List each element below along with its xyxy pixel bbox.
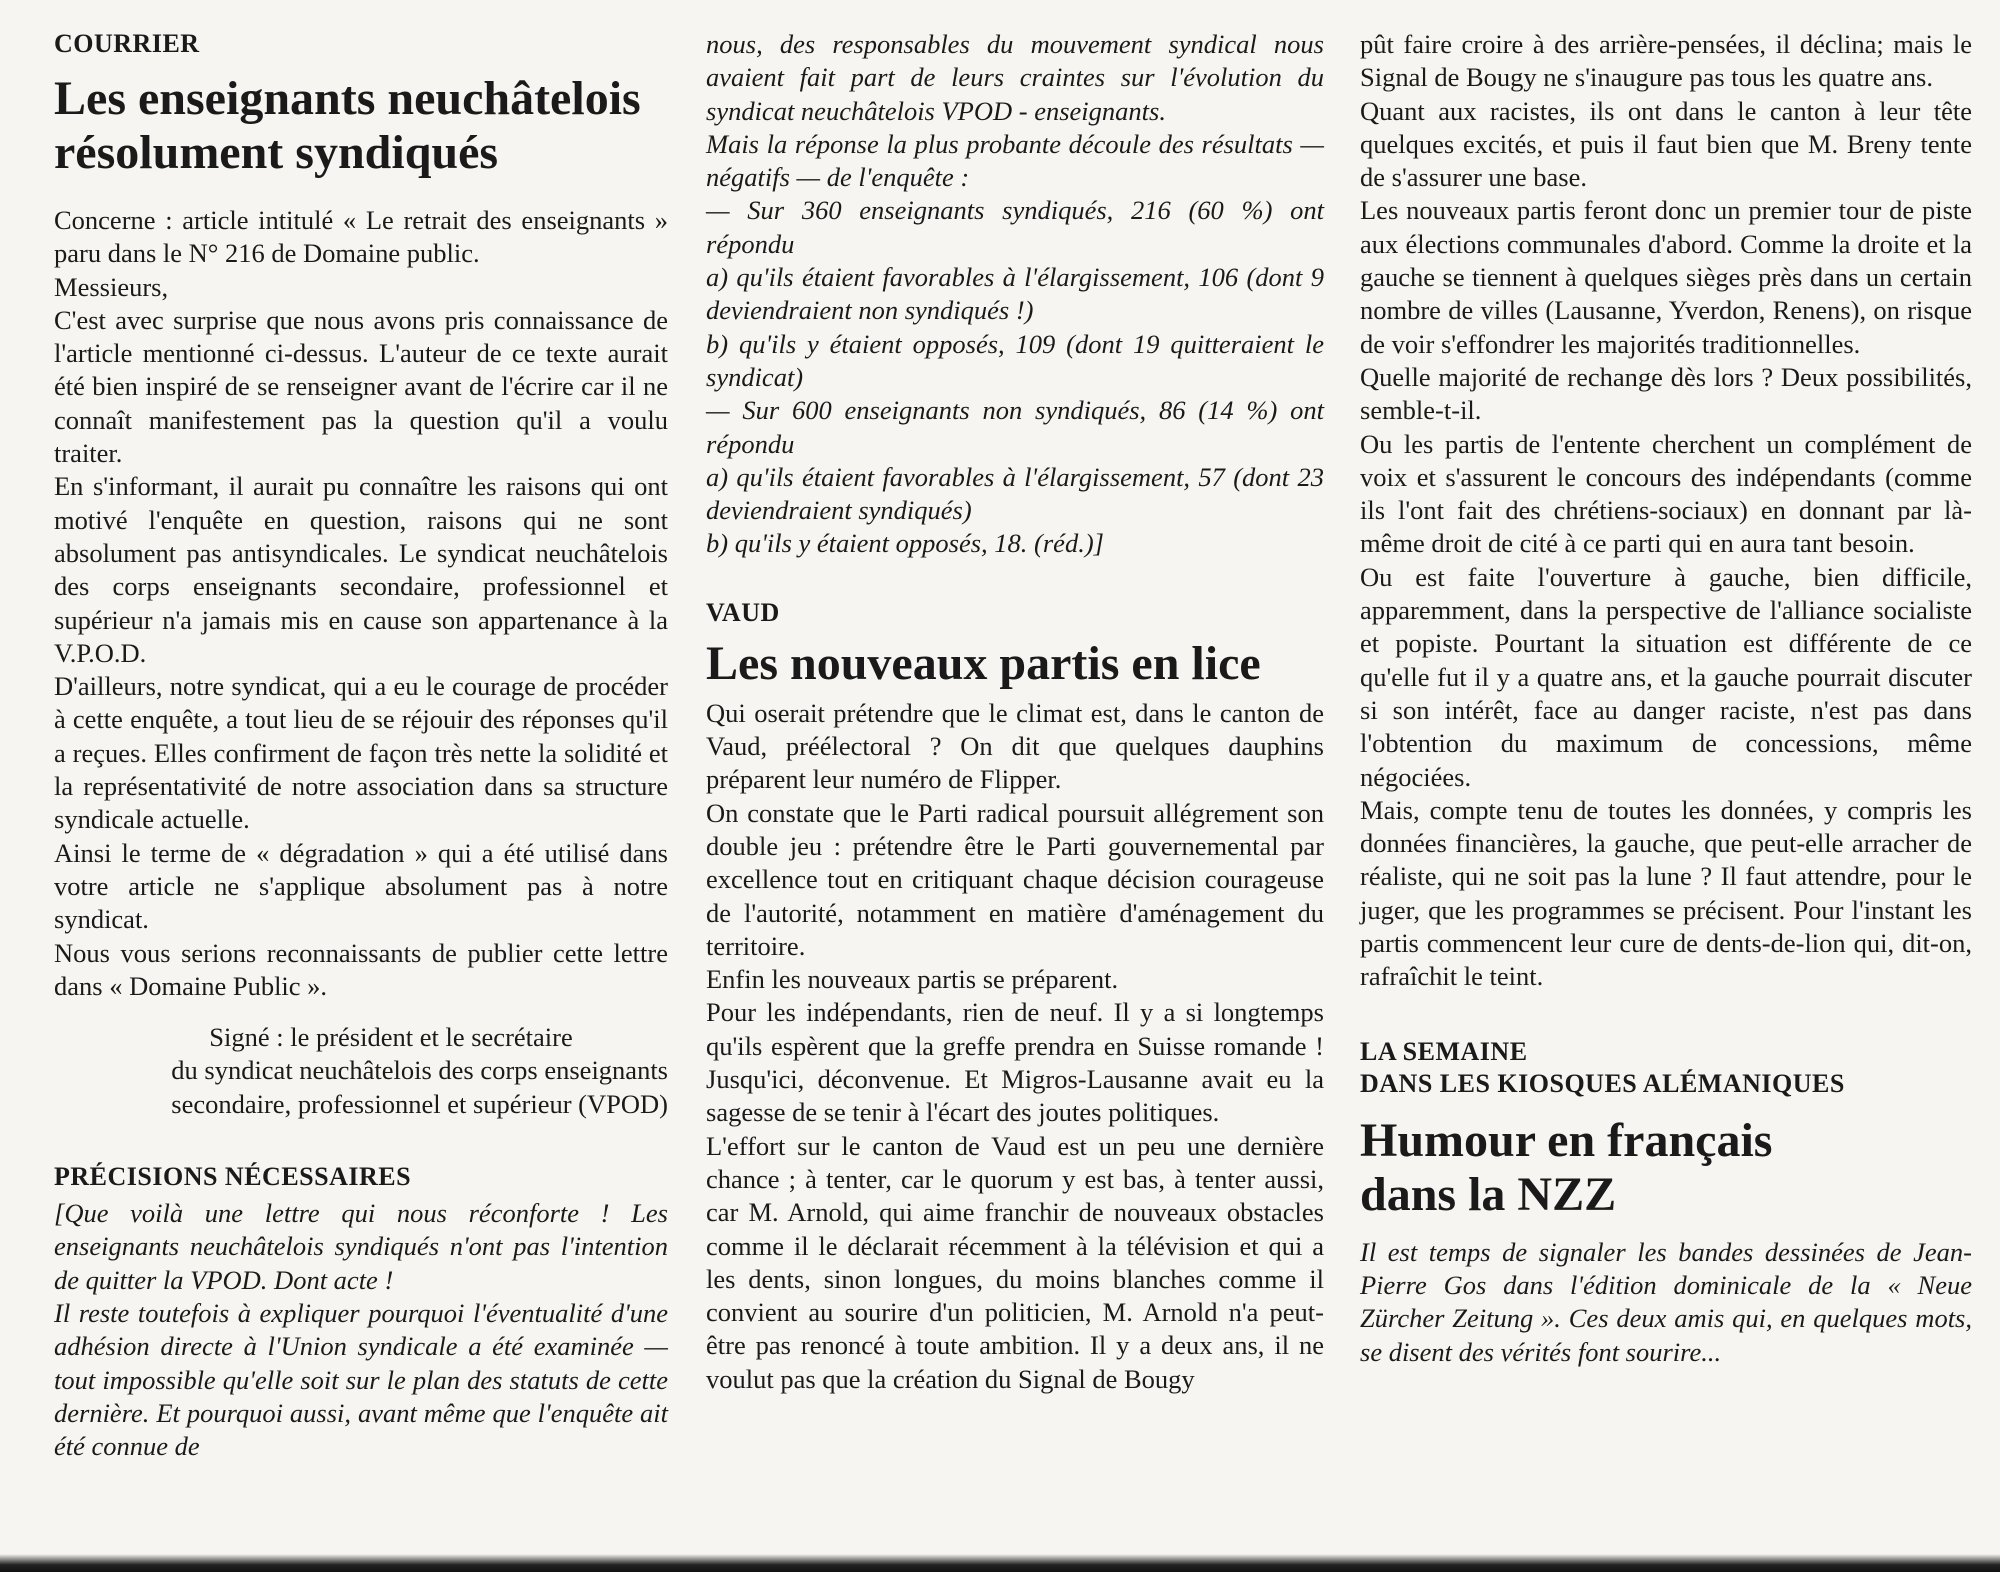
kicker-line-2: DANS LES KIOSQUES ALÉMANIQUES <box>1360 1068 1845 1098</box>
editor-note <box>54 1197 668 1463</box>
section-kicker <box>1360 1036 1972 1100</box>
paragraph: Il est temps de signaler les bandes dessinées de Jean-Pierre Gos dans l'édition dominicale de la « Neue Zürcher Zeitung ». Ces deux amis qui, en quelques mots, se disent des vérités font sourire... <box>1360 1236 1972 1367</box>
paragraph: Nous vous serions reconnaissants de publier cette lettre dans « Domaine Public ». <box>54 937 668 1001</box>
paragraph: Ou est faite l'ouverture à gauche, bien difficile, apparemment, dans la perspective de l'alliance socialiste et popiste. Pourtant la situation est différente de ce qu'elle fut il y a quatre ans, et la gauche pourrait discuter si son intérêt, face au danger raciste, n'est pas dans l'obtention du maximum de concessions, même négociées. <box>1360 561 1972 792</box>
paragraph: Enfin les nouveaux partis se préparent. <box>706 964 1119 995</box>
signature-line: du syndicat neuchâtelois des corps enseignants <box>171 1055 668 1086</box>
paragraph: — Sur 360 enseignants syndiqués, 216 (60 %) ont répondu <box>706 195 1324 259</box>
article-lede <box>1360 1236 1972 1369</box>
paragraph: [Que voilà une lettre qui nous réconforte ! Les enseignants neuchâtelois syndiqués n'ont pas l'intention de quitter la VPOD. Dont acte ! <box>54 1198 668 1295</box>
letter-signature <box>54 1021 668 1121</box>
kicker-line-1: LA SEMAINE <box>1360 1036 1528 1066</box>
paragraph: Mais, compte tenu de toutes les données, y compris les données financières, la gauche, que peut-elle arracher de réaliste, qui ne soit pas la lune ? Il faut attendre, pour le juger, que les programmes se précisent. Pour l'instant les partis commencent leur cure de dents-de-lion qui, dit-on, rafraîchit le teint. <box>1360 794 1972 992</box>
paragraph: Quelle majorité de rechange dès lors ? Deux possibilités, semble-t-il. <box>1360 361 1972 426</box>
paragraph: En s'informant, il aurait pu connaître les raisons qui ont motivé l'enquête en question, raisons qui ne sont absolument pas antisyndicales. Le syndicat neuchâtelois des corps enseignants secondaire, professionnel et supérieur n'a jamais mis en cause son appartenance à la V.P.O.D. <box>54 471 668 668</box>
column-3 <box>1360 28 1972 1369</box>
headline-line-1: Les enseignants neuchâtelois <box>54 72 641 125</box>
paragraph: Messieurs, <box>54 271 169 302</box>
article-headline <box>54 72 668 180</box>
paragraph: Concerne : article intitulé « Le retrait des enseignants » paru dans le N° 216 de Domaine public. <box>54 205 668 269</box>
headline-line-2: résolument syndiqués <box>54 126 499 179</box>
article-body <box>706 697 1324 1396</box>
paragraph: — Sur 600 enseignants non syndiqués, 86 (14 %) ont répondu <box>706 395 1324 459</box>
paragraph: a) qu'ils étaient favorables à l'élargissement, 106 (dont 9 deviendraient non syndiqués !) <box>706 262 1324 326</box>
article-headline: Les nouveaux partis en lice <box>706 636 1261 690</box>
paragraph: Qui oserait prétendre que le climat est, dans le canton de Vaud, préélectoral ? On dit que quelques dauphins préparent leur numéro de Flipper. <box>706 697 1324 795</box>
signature-line: secondaire, professionnel et supérieur (VPOD) <box>171 1088 668 1119</box>
editor-note-continued <box>706 28 1324 561</box>
paragraph: Il reste toutefois à expliquer pourquoi l'éventualité d'une adhésion directe à l'Union syndicale a été examinée — tout impossible qu'elle soit sur le plan des statuts de cette dernière. Et pourquoi aussi, avant même que l'enquête ait été connue de <box>54 1297 668 1462</box>
article-headline <box>1360 1114 1972 1222</box>
paragraph: nous, des responsables du mouvement syndical nous avaient fait part de leurs craintes sur l'évolution du syndicat neuchâtelois VPOD - enseignants. <box>706 29 1324 126</box>
paragraph: Quant aux racistes, ils ont dans le canton à leur tête quelques excités, et puis il faut bien que M. Breny tente de s'assurer une base. <box>1360 95 1972 193</box>
paragraph: b) qu'ils y étaient opposés, 18. (réd.)] <box>706 528 1104 559</box>
column-1 <box>54 28 668 1463</box>
paragraph: Les nouveaux partis feront donc un premier tour de piste aux élections communales d'abord. Comme la droite et la gauche se tiennent à quelques sièges près dans un certain nombre de villes (Lausanne, Yverdon, Renens), on risque de voir s'effondrer les majorités traditionnelles. <box>1360 195 1972 359</box>
paragraph: C'est avec surprise que nous avons pris connaissance de l'article mentionné ci-dessus. L'auteur de ce texte aurait été bien inspiré de se renseigner avant de l'écrire car il ne connaît manifestement pas la question qu'il a voulu traiter. <box>54 304 668 469</box>
paragraph: a) qu'ils étaient favorables à l'élargissement, 57 (dont 23 deviendraient syndiqués) <box>706 461 1324 526</box>
headline-line-1: Humour en français <box>1360 1113 1773 1167</box>
paragraph: pût faire croire à des arrière-pensées, il déclina; mais le Signal de Bougy ne s'inaugure pas tous les quatre ans. <box>1360 29 1972 93</box>
section-kicker-2: PRÉCISIONS NÉCESSAIRES <box>54 1162 412 1192</box>
paragraph: Ou les partis de l'entente cherchent un complément de voix et s'assurent le concours des indépendants (comme ils l'ont fait des chrétiens-sociaux) en donnant par là-même droit de cité à ce parti qui en aura tant besoin. <box>1360 428 1972 559</box>
section-kicker: COURRIER <box>54 29 200 58</box>
scan-edge <box>0 1554 2000 1572</box>
article-body-continued <box>1360 28 1972 994</box>
paragraph: D'ailleurs, notre syndicat, qui a eu le courage de procéder à cette enquête, a tout lieu de se réjouir des réponses qu'il a reçues. Elles confirment de façon très nette la solidité et la représentativité de notre association dans sa structure syndicale actuelle. <box>54 671 668 835</box>
headline-line-2: dans la NZZ <box>1360 1167 1617 1221</box>
paragraph: Mais la réponse la plus probante découle des résultats — négatifs — de l'enquête : <box>706 128 1324 193</box>
paragraph: Pour les indépendants, rien de neuf. Il y a si longtemps qu'ils espèrent que la greffe prendra en Suisse romande ! Jusqu'ici, déconvenue. Et Migros-Lausanne avait eu la sagesse de se tenir à l'écart des joutes politiques. <box>706 997 1324 1128</box>
letter-body <box>54 204 668 1003</box>
paragraph: L'effort sur le canton de Vaud est un peu une dernière chance ; à tenter, car le quorum y est bas, à tenter aussi, car M. Arnold, qui aime franchir de nouveaux obstacles comme il le déclarait récemment à la télévision et qui a les dents, sinon longues, du moins blanches comme il convient au sourire d'un politicien, M. Arnold n'a peut-être pas renoncé à toute ambition. Il y a deux ans, il ne voulut pas que la création du Signal de Bougy <box>706 1130 1324 1394</box>
paragraph: b) qu'ils y étaient opposés, 109 (dont 19 quitteraient le syndicat) <box>706 328 1324 392</box>
signature-line: Signé : le président et le secrétaire <box>209 1022 573 1053</box>
paragraph: Ainsi le terme de « dégradation » qui a été utilisé dans votre article ne s'applique absolument pas à notre syndicat. <box>54 837 668 935</box>
column-2 <box>706 28 1324 1396</box>
section-kicker: VAUD <box>706 597 780 627</box>
paragraph: On constate que le Parti radical poursuit allégrement son double jeu : prétendre être le Parti gouvernemental par excellence tout en critiquant chaque décision courageuse de l'autorité, notamment en matière d'aménagement du territoire. <box>706 797 1324 961</box>
